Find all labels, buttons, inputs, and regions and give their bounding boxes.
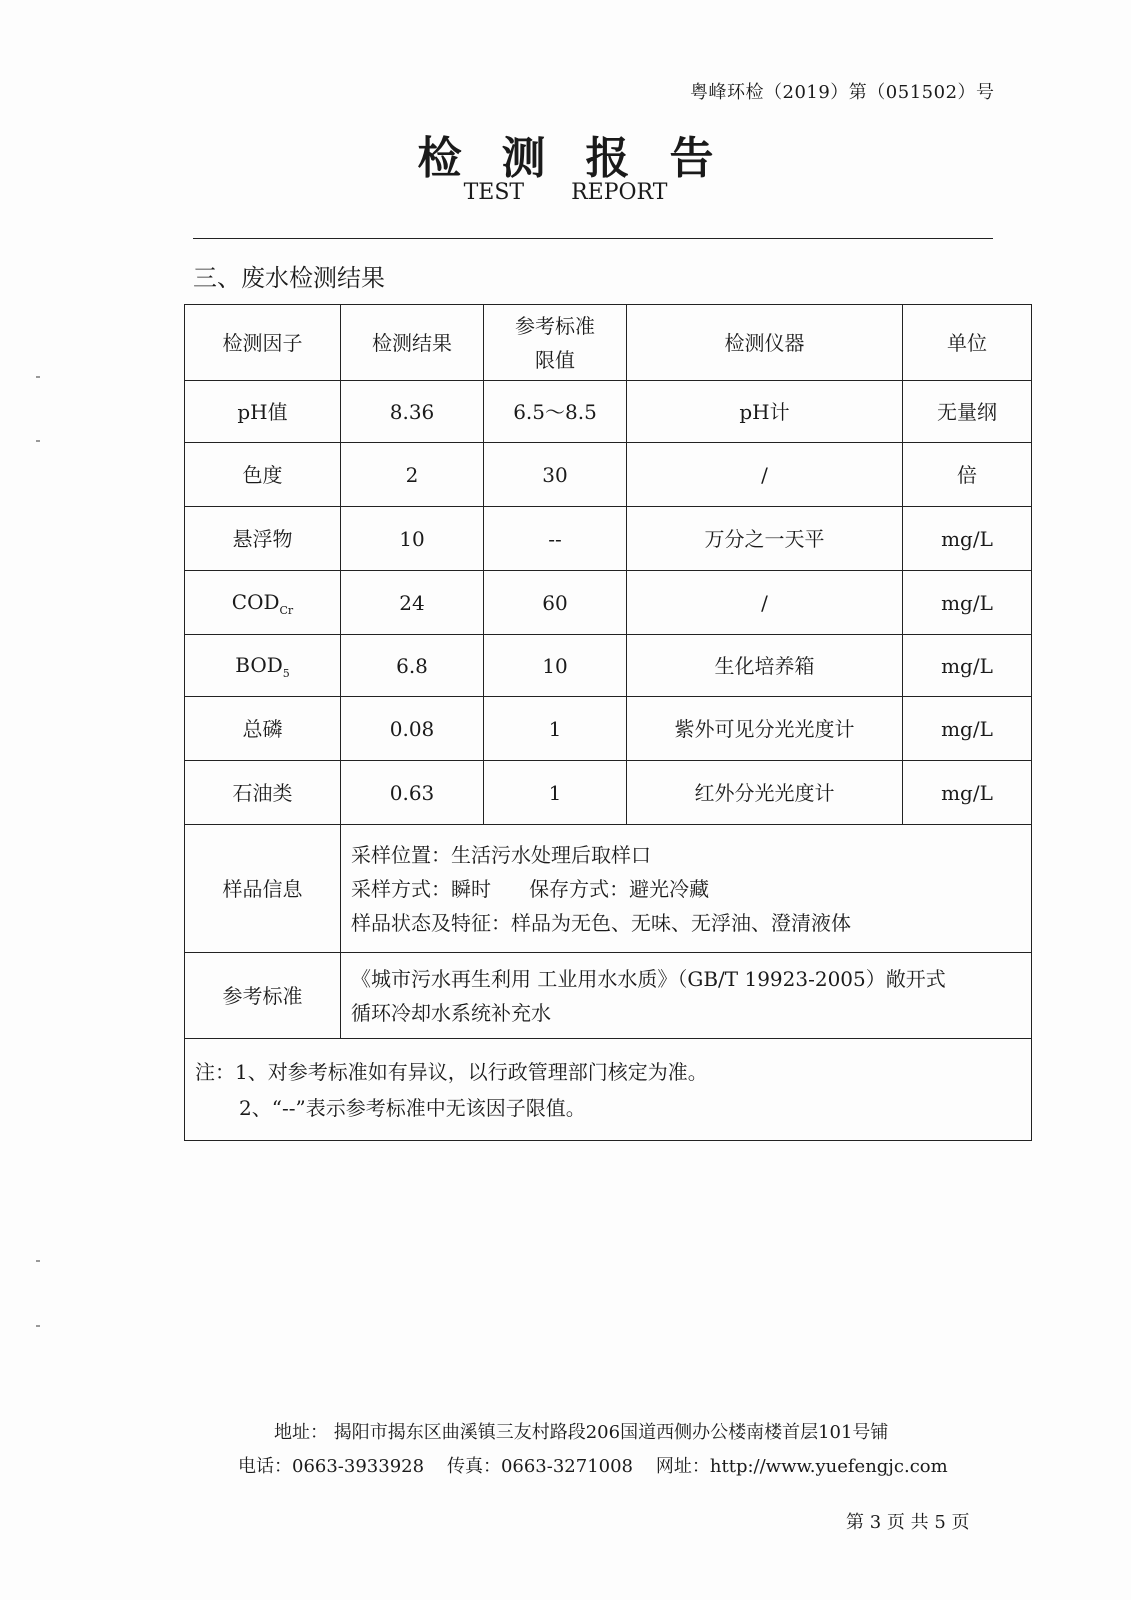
unit-cell: mg/L (903, 571, 1032, 635)
result-cell: 2 (341, 443, 484, 507)
reference-standard-content (341, 953, 1032, 1039)
reference-standard-line: 循环冷却水系统补充水 (351, 1000, 551, 1025)
factor-text: COD (231, 589, 280, 614)
table-header-row (185, 305, 1032, 381)
footer-contact: 电话：0663-3933928 传真：0663-3271008 网址：http://www.yuefengjc.com (238, 1456, 948, 1477)
unit-cell: mg/L (903, 761, 1032, 825)
unit-cell: mg/L (903, 635, 1032, 697)
limit-cell: 1 (484, 761, 627, 825)
factor-cell: 悬浮物 (185, 507, 341, 571)
unit-cell: mg/L (903, 697, 1032, 761)
reference-standard-label: 参考标准 (185, 953, 341, 1039)
column-header: 检测结果 (341, 305, 484, 381)
factor-cell: 总磷 (185, 697, 341, 761)
table-row (185, 571, 1032, 635)
sample-method: 采样方式：瞬时 保存方式：避光冷藏 (351, 876, 710, 901)
section-title: 三、废水检测结果 (193, 264, 385, 292)
result-cell: 24 (341, 571, 484, 635)
limit-cell: 10 (484, 635, 627, 697)
reference-standard-row (185, 953, 1032, 1039)
factor-cell: pH值 (185, 381, 341, 443)
scan-mark (36, 1260, 40, 1262)
scan-mark (36, 376, 40, 378)
reference-standard-line: 《城市污水再生利用 工业用水水质》（GB/T 19923-2005）敞开式 (351, 966, 946, 991)
sample-status: 样品状态及特征：样品为无色、无味、无浮油、澄清液体 (351, 910, 851, 935)
limit-cell: 30 (484, 443, 627, 507)
factor-subscript: Cr (279, 603, 294, 617)
sample-info-content (341, 825, 1032, 953)
instrument-cell: 万分之一天平 (627, 507, 903, 571)
result-cell: 0.63 (341, 761, 484, 825)
column-header-text: 参考标准限值 (515, 313, 595, 372)
scan-mark (36, 440, 40, 442)
limit-cell: -- (484, 507, 627, 571)
result-cell: 0.08 (341, 697, 484, 761)
factor-cell: 石油类 (185, 761, 341, 825)
results-table (184, 304, 1032, 1141)
footer-address: 地址： 揭阳市揭东区曲溪镇三友村路段206国道西侧办公楼南楼首层101号铺 (274, 1422, 889, 1443)
header-divider (193, 238, 993, 239)
note-line: 注：1、对参考标准如有异议，以行政管理部门核定为准。 (195, 1059, 708, 1084)
page-title: 检测报告 (417, 133, 754, 184)
instrument-cell: 红外分光光度计 (627, 761, 903, 825)
table-row (185, 507, 1032, 571)
result-cell: 6.8 (341, 635, 484, 697)
instrument-cell: / (627, 443, 903, 507)
instrument-cell: 紫外可见分光光度计 (627, 697, 903, 761)
factor-text: BOD (235, 652, 283, 677)
column-header: 检测仪器 (627, 305, 903, 381)
report-number: 粤峰环检（2019）第（051502）号 (690, 82, 995, 103)
result-cell: 10 (341, 507, 484, 571)
limit-cell: 1 (484, 697, 627, 761)
unit-cell: mg/L (903, 507, 1032, 571)
column-header: 单位 (903, 305, 1032, 381)
sample-location: 采样位置：生活污水处理后取样口 (351, 842, 651, 867)
table-row (185, 635, 1032, 697)
table-row (185, 381, 1032, 443)
instrument-cell: / (627, 571, 903, 635)
sample-info-row (185, 825, 1032, 953)
limit-cell: 6.5～8.5 (484, 381, 627, 443)
notes-cell (185, 1039, 1032, 1141)
table-row (185, 443, 1032, 507)
factor-subscript: 5 (282, 666, 290, 680)
table-row (185, 697, 1032, 761)
instrument-cell: 生化培养箱 (627, 635, 903, 697)
page-number: 第 3 页 共 5 页 (846, 1512, 970, 1533)
result-cell: 8.36 (341, 381, 484, 443)
unit-cell: 倍 (903, 443, 1032, 507)
factor-cell (185, 635, 341, 697)
notes-row (185, 1039, 1032, 1141)
instrument-cell: pH计 (627, 381, 903, 443)
limit-cell: 60 (484, 571, 627, 635)
note-line: 2、“--”表示参考标准中无该因子限值。 (239, 1095, 586, 1120)
unit-cell: 无量纲 (903, 381, 1032, 443)
table-row (185, 761, 1032, 825)
factor-cell (185, 571, 341, 635)
column-header: 检测因子 (185, 305, 341, 381)
page-title-english: TEST REPORT (463, 180, 668, 205)
column-header (484, 305, 627, 381)
scan-mark (36, 1325, 40, 1327)
sample-info-label: 样品信息 (185, 825, 341, 953)
factor-cell: 色度 (185, 443, 341, 507)
